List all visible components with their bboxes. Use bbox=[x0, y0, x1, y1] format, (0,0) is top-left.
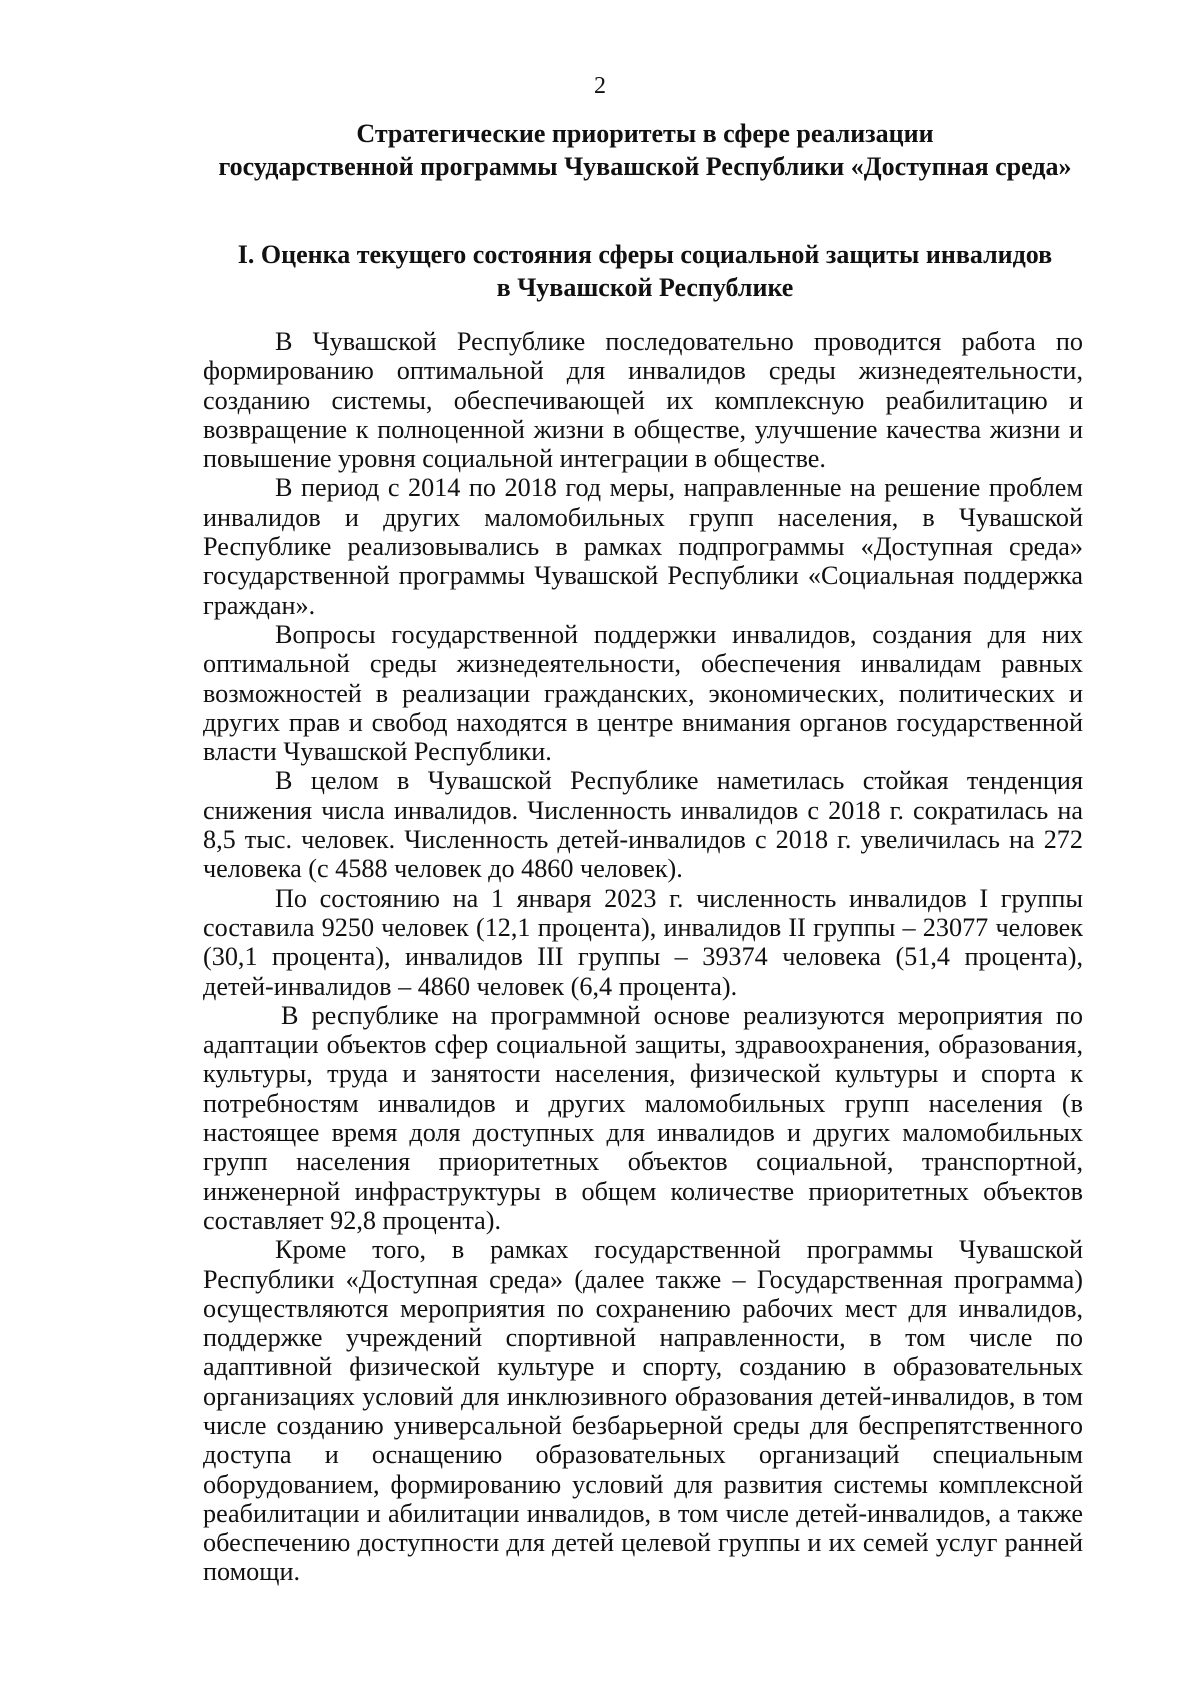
section-heading-line-1: I. Оценка текущего состояния сферы социальной защиты инвалидов bbox=[237, 240, 1053, 269]
paragraph: По состоянию на 1 января 2023 г. численность инвалидов I группы составила 9250 человек (12,1 процента), инвалидов II группы – 23077 человек (30,1 процента), инвалидов III группы – 39374 человека (51,4 процента), детей-инвалидов – 4860 человек (6,4 процента). bbox=[203, 883, 1083, 1001]
section-heading bbox=[150, 238, 1140, 304]
document-title bbox=[150, 117, 1140, 183]
paragraph: Вопросы государственной поддержки инвалидов, создания для них оптимальной среды жизнедеятельности, обеспечения инвалидам равных возможностей в реализации гражданских, экономических, политических и других прав и свобод находятся в центре внимания органов государственной власти Чувашской Республики. bbox=[203, 619, 1083, 767]
document-title-line-2: государственной программы Чувашской Республики «Доступная среда» bbox=[218, 152, 1072, 181]
section-heading-line-2: в Чувашской Республике bbox=[496, 273, 794, 302]
paragraph: В республике на программной основе реализуются мероприятия по адаптации объектов сфер социальной защиты, здравоохранения, образования, культуры, труда и занятости населения, физической культуры и спорта к потребностям инвалидов и других маломобильных групп населения (в настоящее время доля доступных для инвалидов и других маломобильных групп населения приоритетных объектов социальной, транспортной, инженерной инфраструктуры в общем количестве приоритетных объектов составляет 92,8 процента). bbox=[203, 1000, 1083, 1235]
page-number: 2 bbox=[594, 73, 606, 99]
paragraph: Кроме того, в рамках государственной программы Чувашской Республики «Доступная среда» (далее также – Государственная программа) осуществляются мероприятия по сохранению рабочих мест для инвалидов, поддержке учреждений спортивной направленности, в том числе по адаптивной физической культуре и спорту, созданию в образовательных организациях условий для инклюзивного образования детей-инвалидов, в том числе созданию универсальной безбарьерной среды для беспрепятственного доступа и оснащению образовательных организаций специальным оборудованием, формированию условий для развития системы комплексной реабилитации и абилитации инвалидов, в том числе детей-инвалидов, а также обеспечению доступности для детей целевой группы и их семей услуг ранней помощи. bbox=[203, 1235, 1083, 1587]
paragraph: В период с 2014 по 2018 год меры, направленные на решение проблем инвалидов и других маломобильных групп населения, в Чувашской Республике реализовывались в рамках подпрограммы «Доступная среда» государственной программы Чувашской Республики «Социальная поддержка граждан». bbox=[203, 473, 1083, 620]
document-title-line-1: Стратегические приоритеты в сфере реализации bbox=[356, 119, 934, 148]
paragraph: В целом в Чувашской Республике наметилась стойкая тенденция снижения числа инвалидов. Численность инвалидов с 2018 г. сократилась на 8,5 тыс. человек. Численность детей-инвалидов с 2018 г. увеличилась на 272 человека (с 4588 человек до 4860 человек). bbox=[203, 766, 1083, 884]
body-text bbox=[203, 327, 1083, 1587]
paragraph: В Чувашской Республике последовательно проводится работа по формированию оптимальной для инвалидов среды жизнедеятельности, созданию системы, обеспечивающей их комплексную реабилитацию и возвращение к полноценной жизни в обществе, улучшение качества жизни и повышение уровня социальной интеграции в обществе. bbox=[203, 327, 1083, 474]
